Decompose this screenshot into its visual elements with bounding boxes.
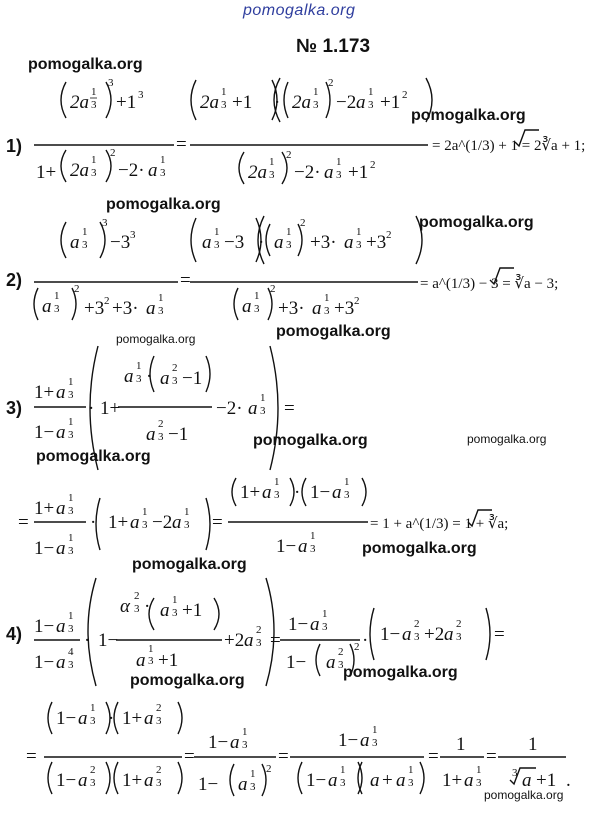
svg-text:1−: 1− xyxy=(338,730,359,751)
svg-text:2: 2 xyxy=(266,763,272,775)
svg-text:3: 3 xyxy=(256,637,262,649)
svg-text:4: 4 xyxy=(68,646,74,658)
svg-text:2: 2 xyxy=(370,159,376,171)
svg-text:3: 3 xyxy=(214,239,220,251)
svg-text:a: a xyxy=(238,774,248,795)
svg-text:a: a xyxy=(244,630,254,651)
svg-text:1+: 1+ xyxy=(122,770,143,791)
svg-text:3: 3 xyxy=(260,405,266,417)
site-header[interactable]: pomogalka.org xyxy=(243,2,356,19)
svg-text:1−: 1− xyxy=(310,482,331,503)
watermark: pomogalka.org xyxy=(484,788,564,802)
svg-text:1: 1 xyxy=(368,86,374,98)
svg-text:1: 1 xyxy=(136,360,142,372)
svg-text:a: a xyxy=(248,398,258,419)
svg-text:1−: 1− xyxy=(34,616,55,637)
svg-text:+1: +1 xyxy=(232,92,253,113)
watermark: pomogalka.org xyxy=(276,323,391,340)
svg-text:a: a xyxy=(56,652,66,673)
svg-text:1+: 1+ xyxy=(122,708,143,729)
svg-text:−3: −3 xyxy=(110,232,131,253)
watermark: pomogalka.org xyxy=(106,196,221,213)
svg-text:1: 1 xyxy=(313,86,319,98)
svg-text:1: 1 xyxy=(528,734,538,755)
svg-text:2: 2 xyxy=(104,295,110,307)
svg-text:1−: 1− xyxy=(286,652,307,673)
svg-text:3: 3 xyxy=(336,169,342,181)
svg-text:·: · xyxy=(294,482,301,503)
svg-text:1: 1 xyxy=(356,226,362,238)
svg-text:1−: 1− xyxy=(198,774,219,795)
watermark: pomogalka.org xyxy=(132,556,247,573)
svg-text:.: . xyxy=(566,770,571,791)
svg-text:3: 3 xyxy=(160,167,166,179)
svg-text:3: 3 xyxy=(456,631,462,643)
svg-text:2: 2 xyxy=(90,764,96,776)
svg-text:3: 3 xyxy=(68,659,74,671)
svg-text:2: 2 xyxy=(134,590,140,602)
problem-number: № 1.173 xyxy=(296,36,371,57)
watermark: pomogalka.org xyxy=(116,332,196,346)
svg-text:1: 1 xyxy=(90,702,96,714)
svg-text:a: a xyxy=(160,368,170,389)
svg-text:3: 3 xyxy=(172,607,178,619)
svg-text:−1: −1 xyxy=(168,424,189,445)
svg-text:2: 2 xyxy=(414,618,420,630)
svg-text:3: 3 xyxy=(108,77,114,89)
svg-text:3: 3 xyxy=(414,631,420,643)
svg-text:=: = xyxy=(486,746,497,767)
svg-text:1−: 1− xyxy=(56,770,77,791)
svg-text:+1: +1 xyxy=(116,92,137,113)
svg-text:2: 2 xyxy=(172,362,178,374)
svg-text:+1: +1 xyxy=(182,600,203,621)
svg-text:3: 3 xyxy=(156,715,162,727)
svg-text:3: 3 xyxy=(91,99,97,111)
svg-text:3: 3 xyxy=(322,621,328,633)
svg-text:·: · xyxy=(362,630,369,651)
svg-text:·: · xyxy=(108,708,115,729)
svg-text:1: 1 xyxy=(142,506,148,518)
svg-text:3: 3 xyxy=(68,623,74,635)
svg-text:3: 3 xyxy=(356,239,362,251)
svg-text:1+: 1+ xyxy=(34,498,55,519)
svg-text:a: a xyxy=(70,232,80,253)
svg-text:a: a xyxy=(444,624,454,645)
svg-text:2a: 2a xyxy=(248,162,267,183)
svg-text:3: 3 xyxy=(324,305,330,317)
svg-text:2a: 2a xyxy=(292,92,311,113)
svg-text:1−: 1− xyxy=(34,652,55,673)
svg-text:3: 3 xyxy=(68,505,74,517)
svg-text:+3: +3 xyxy=(334,298,355,319)
svg-text:a: a xyxy=(146,298,156,319)
svg-text:3: 3 xyxy=(54,303,60,315)
svg-text:1−: 1− xyxy=(208,732,229,753)
svg-text:3: 3 xyxy=(148,655,154,667)
svg-text:2a: 2a xyxy=(70,160,89,181)
svg-text:1+: 1+ xyxy=(36,162,57,183)
svg-text:−2·: −2· xyxy=(294,162,321,183)
svg-text:a: a xyxy=(78,770,88,791)
label-problem-4: 4) xyxy=(6,624,23,644)
svg-text:1: 1 xyxy=(160,154,166,166)
svg-text:3: 3 xyxy=(68,389,74,401)
svg-text:a: a xyxy=(328,770,338,791)
svg-text:a: a xyxy=(56,538,66,559)
svg-text:=: = xyxy=(212,512,223,533)
svg-text:a: a xyxy=(146,424,156,445)
svg-text:1+: 1+ xyxy=(442,770,463,791)
svg-text:+1: +1 xyxy=(536,770,557,791)
svg-text:2: 2 xyxy=(156,702,162,714)
svg-text:·: · xyxy=(88,398,95,419)
svg-text:3: 3 xyxy=(136,373,142,385)
svg-text:1: 1 xyxy=(269,156,275,168)
svg-text:1−: 1− xyxy=(56,708,77,729)
svg-text:1: 1 xyxy=(91,86,97,98)
label-problem-3: 3) xyxy=(6,398,23,418)
svg-text:3: 3 xyxy=(158,431,164,443)
svg-text:a: a xyxy=(144,708,154,729)
svg-text:·: · xyxy=(274,92,281,113)
svg-text:a: a xyxy=(274,232,284,253)
svg-text:+3·: +3· xyxy=(278,298,305,319)
svg-text:a: a xyxy=(42,296,52,317)
svg-text:a: a xyxy=(262,482,272,503)
svg-text:−2: −2 xyxy=(336,92,357,113)
svg-text:a: a xyxy=(144,770,154,791)
svg-text:2: 2 xyxy=(256,624,262,636)
svg-text:3: 3 xyxy=(156,777,162,789)
svg-text:=: = xyxy=(284,398,295,419)
svg-text:3: 3 xyxy=(68,429,74,441)
svg-text:3: 3 xyxy=(310,543,316,555)
svg-text:3: 3 xyxy=(90,715,96,727)
svg-text:1: 1 xyxy=(286,226,292,238)
svg-text:a: a xyxy=(326,652,336,673)
svg-text:3: 3 xyxy=(274,489,280,501)
svg-text:−3: −3 xyxy=(224,232,245,253)
svg-text:1: 1 xyxy=(340,764,346,776)
svg-text:+3·: +3· xyxy=(112,298,139,319)
svg-text:·: · xyxy=(84,630,91,651)
svg-text:+3: +3 xyxy=(84,298,105,319)
svg-text:3: 3 xyxy=(250,781,256,793)
svg-text:3: 3 xyxy=(130,229,136,241)
svg-text:1: 1 xyxy=(68,492,74,504)
svg-text:a: a xyxy=(360,730,370,751)
svg-text:+1: +1 xyxy=(380,92,401,113)
svg-text:2: 2 xyxy=(402,89,408,101)
svg-text:1: 1 xyxy=(68,532,74,544)
svg-text:−1: −1 xyxy=(182,368,203,389)
svg-text:=: = xyxy=(428,746,439,767)
svg-text:1: 1 xyxy=(172,594,178,606)
svg-text:a: a xyxy=(56,382,66,403)
svg-text:2: 2 xyxy=(338,646,344,658)
svg-text:1: 1 xyxy=(324,292,330,304)
svg-text:1: 1 xyxy=(260,392,266,404)
svg-text:3: 3 xyxy=(172,375,178,387)
svg-text:1: 1 xyxy=(336,156,342,168)
svg-text:3: 3 xyxy=(476,777,482,789)
watermark: pomogalka.org xyxy=(411,107,526,124)
svg-text:3: 3 xyxy=(102,217,108,229)
svg-text:3: 3 xyxy=(338,659,344,671)
svg-text:3: 3 xyxy=(134,603,140,615)
svg-text:a: a xyxy=(56,498,66,519)
svg-text:a: a xyxy=(160,600,170,621)
svg-text:a: a xyxy=(312,298,322,319)
svg-text:1: 1 xyxy=(322,608,328,620)
svg-text:3: 3 xyxy=(254,303,260,315)
svg-text:=: = xyxy=(270,630,281,651)
result-3: = 1 + a^(1/3) = 1 + ∛a; xyxy=(370,516,509,532)
svg-text:3: 3 xyxy=(286,239,292,251)
svg-text:3: 3 xyxy=(340,777,346,789)
svg-text:2: 2 xyxy=(74,283,80,295)
svg-text:a: a xyxy=(78,708,88,729)
svg-text:a: a xyxy=(402,624,412,645)
svg-text:3: 3 xyxy=(158,305,164,317)
svg-text:1−: 1− xyxy=(288,614,309,635)
svg-text:2: 2 xyxy=(456,618,462,630)
svg-text:1−: 1− xyxy=(380,624,401,645)
svg-text:a: a xyxy=(56,422,66,443)
svg-text:a: a xyxy=(370,770,380,791)
svg-text:3: 3 xyxy=(221,99,227,111)
result-2: = a^(1/3) − 3 = ∛a − 3; xyxy=(420,276,559,292)
svg-text:1+: 1+ xyxy=(100,398,121,419)
watermark: pomogalka.org xyxy=(130,672,245,689)
svg-text:3: 3 xyxy=(344,489,350,501)
svg-text:2: 2 xyxy=(328,77,334,89)
svg-text:·: · xyxy=(90,512,97,533)
svg-text:a: a xyxy=(344,232,354,253)
svg-text:=: = xyxy=(18,512,29,533)
svg-text:2: 2 xyxy=(156,764,162,776)
svg-text:a: a xyxy=(124,366,134,387)
svg-text:1: 1 xyxy=(372,724,378,736)
svg-text:3: 3 xyxy=(408,777,414,789)
svg-text:2: 2 xyxy=(158,418,164,430)
svg-text:=: = xyxy=(278,746,289,767)
svg-text:a: a xyxy=(202,232,212,253)
svg-text:a: a xyxy=(298,536,308,557)
svg-text:−2: −2 xyxy=(152,512,173,533)
svg-text:1: 1 xyxy=(254,290,260,302)
watermark: pomogalka.org xyxy=(253,432,368,449)
svg-text:2: 2 xyxy=(386,229,392,241)
label-problem-1: 1) xyxy=(6,136,23,156)
svg-text:1+: 1+ xyxy=(240,482,261,503)
svg-text:+3: +3 xyxy=(366,232,387,253)
svg-text:a: a xyxy=(148,160,158,181)
svg-text:3: 3 xyxy=(184,519,190,531)
svg-text:1: 1 xyxy=(148,643,154,655)
svg-text:1: 1 xyxy=(184,506,190,518)
svg-text:3: 3 xyxy=(68,545,74,557)
svg-text:1: 1 xyxy=(310,530,316,542)
svg-text:1: 1 xyxy=(242,726,248,738)
svg-text:1: 1 xyxy=(68,416,74,428)
svg-text:a: a xyxy=(522,770,532,791)
svg-text:2: 2 xyxy=(270,283,276,295)
svg-text:3: 3 xyxy=(269,169,275,181)
svg-text:1: 1 xyxy=(91,154,97,166)
svg-text:3: 3 xyxy=(313,99,319,111)
watermark: pomogalka.org xyxy=(28,56,143,73)
svg-text:=: = xyxy=(176,134,187,155)
svg-text:a: a xyxy=(172,512,182,533)
svg-text:+2: +2 xyxy=(224,630,245,651)
svg-text:3: 3 xyxy=(91,167,97,179)
svg-text:+1: +1 xyxy=(158,650,179,671)
svg-text:a: a xyxy=(396,770,406,791)
watermark: pomogalka.org xyxy=(362,540,477,557)
label-problem-2: 2) xyxy=(6,270,23,290)
svg-text:2: 2 xyxy=(354,295,360,307)
svg-text:2: 2 xyxy=(354,641,360,653)
svg-text:1: 1 xyxy=(54,290,60,302)
svg-text:a: a xyxy=(356,92,366,113)
svg-text:·: · xyxy=(258,232,265,253)
svg-text:1: 1 xyxy=(476,764,482,776)
svg-text:a: a xyxy=(324,162,334,183)
svg-text:+1: +1 xyxy=(348,162,369,183)
svg-text:3: 3 xyxy=(512,767,518,779)
svg-text:+3·: +3· xyxy=(310,232,337,253)
watermark: pomogalka.org xyxy=(419,214,534,231)
svg-text:3: 3 xyxy=(242,739,248,751)
svg-text:3: 3 xyxy=(372,737,378,749)
svg-text:2: 2 xyxy=(286,149,292,161)
svg-text:=: = xyxy=(184,746,195,767)
svg-text:2a: 2a xyxy=(70,92,89,113)
svg-text:3: 3 xyxy=(368,99,374,111)
svg-text:2: 2 xyxy=(110,147,116,159)
svg-text:−2·: −2· xyxy=(118,160,145,181)
svg-text:1−: 1− xyxy=(98,630,119,651)
svg-text:3: 3 xyxy=(142,519,148,531)
svg-text:1: 1 xyxy=(408,764,414,776)
watermark: pomogalka.org xyxy=(467,432,547,446)
svg-text:a: a xyxy=(332,482,342,503)
svg-text:a: a xyxy=(242,296,252,317)
svg-text:1: 1 xyxy=(68,610,74,622)
svg-text:=: = xyxy=(180,270,191,291)
svg-text:a: a xyxy=(464,770,474,791)
svg-text:1: 1 xyxy=(250,768,256,780)
svg-text:1: 1 xyxy=(68,376,74,388)
svg-text:1−: 1− xyxy=(34,538,55,559)
svg-text:a: a xyxy=(130,512,140,533)
svg-text:2a: 2a xyxy=(200,92,219,113)
svg-text:·: · xyxy=(146,366,153,387)
result-1: = 2a^(1/3) + 1 = 2∛a + 1; xyxy=(432,138,586,154)
svg-text:1: 1 xyxy=(221,86,227,98)
svg-text:1−: 1− xyxy=(306,770,327,791)
svg-text:1−: 1− xyxy=(34,422,55,443)
svg-text:−2·: −2· xyxy=(216,398,243,419)
svg-text:1+: 1+ xyxy=(34,382,55,403)
svg-text:1: 1 xyxy=(158,292,164,304)
svg-text:·: · xyxy=(144,596,151,617)
svg-text:1+: 1+ xyxy=(108,512,129,533)
svg-text:a: a xyxy=(310,614,320,635)
svg-text:+2: +2 xyxy=(424,624,445,645)
svg-text:3: 3 xyxy=(82,239,88,251)
svg-text:1: 1 xyxy=(344,476,350,488)
svg-text:1: 1 xyxy=(82,226,88,238)
svg-text:3: 3 xyxy=(90,777,96,789)
svg-text:1−: 1− xyxy=(276,536,297,557)
watermark: pomogalka.org xyxy=(36,448,151,465)
svg-text:2: 2 xyxy=(300,217,306,229)
svg-text:=: = xyxy=(494,624,505,645)
svg-text:+: + xyxy=(382,770,393,791)
watermark: pomogalka.org xyxy=(343,664,458,681)
svg-text:3: 3 xyxy=(138,89,144,101)
svg-text:a: a xyxy=(136,650,146,671)
svg-text:1: 1 xyxy=(214,226,220,238)
svg-text:a: a xyxy=(230,732,240,753)
svg-text:a: a xyxy=(56,616,66,637)
svg-text:α: α xyxy=(120,596,130,617)
svg-text:=: = xyxy=(26,746,37,767)
svg-text:1: 1 xyxy=(456,734,466,755)
svg-text:1: 1 xyxy=(274,476,280,488)
